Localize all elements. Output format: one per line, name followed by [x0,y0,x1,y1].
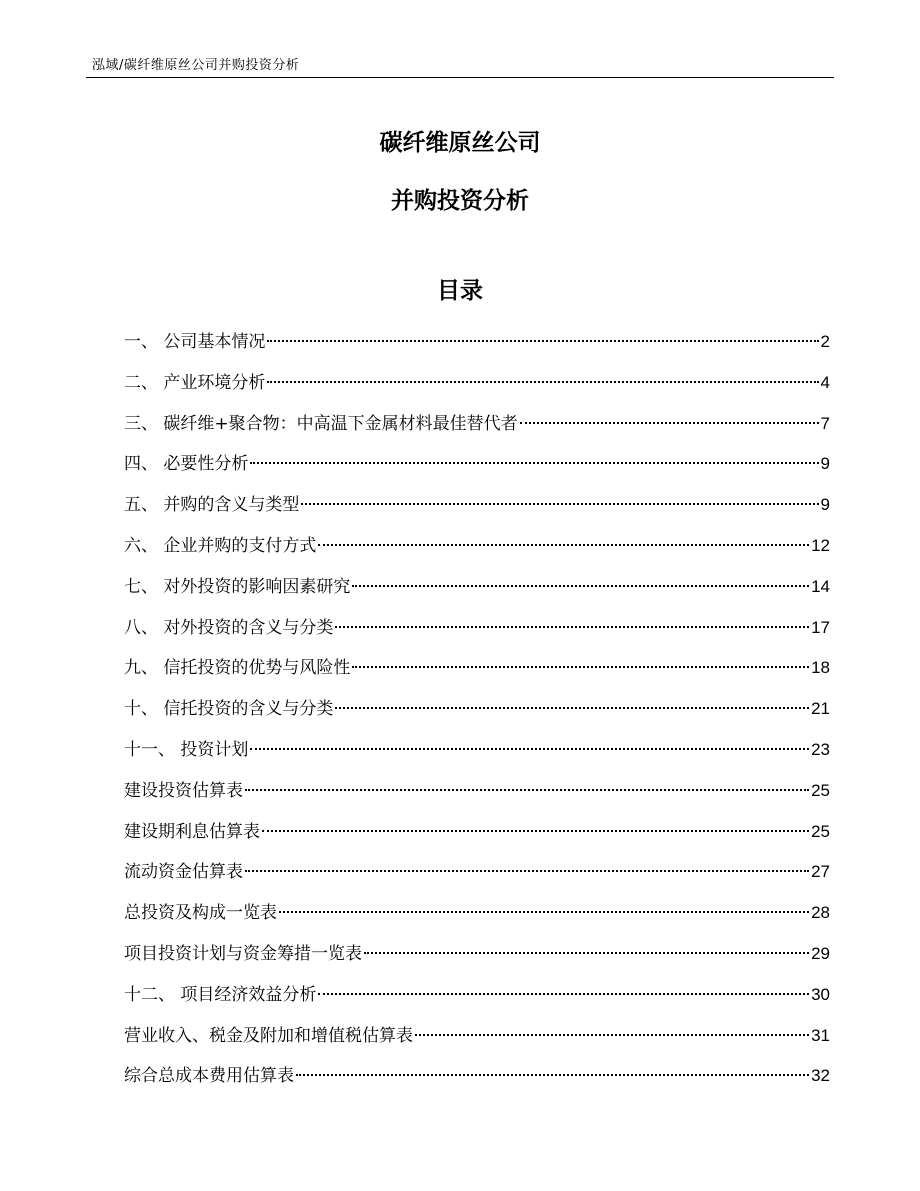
toc-entry-page: 14 [811,576,830,596]
toc-entry[interactable] [124,363,830,404]
document-title-line1: 碳纤维原丝公司 [379,130,541,156]
toc-entry-label: 八、 对外投资的含义与分类 [124,617,334,638]
toc-entry[interactable] [124,893,830,934]
toc-entry-page: 30 [811,984,830,1004]
toc-entry[interactable] [124,1056,830,1097]
toc-leader-dots [245,870,809,872]
toc-entry[interactable] [124,689,830,730]
toc-entry-page: 4 [820,372,830,392]
toc-leader-dots [267,381,818,383]
toc-entry-label: 二、 产业环境分析 [124,372,266,393]
document-title-line2: 并购投资分析 [391,188,529,214]
toc-leader-dots [352,585,809,587]
toc-entry-page: 12 [811,535,830,555]
toc-entry-label: 十二、 项目经济效益分析 [124,984,317,1005]
toc-entry[interactable] [124,404,830,445]
toc-entry-label: 综合总成本费用估算表 [124,1066,294,1087]
toc-entry-page: 21 [811,699,830,719]
toc-leader-dots [250,462,818,464]
toc-entry-page: 27 [811,862,830,882]
toc-entry-page: 9 [820,495,830,515]
toc-entry-page: 29 [811,943,830,963]
toc-entry[interactable] [124,730,830,771]
toc-entry-page: 23 [811,739,830,759]
toc-entry-label: 总投资及构成一览表 [124,903,277,924]
toc-entry-page: 32 [811,1066,830,1086]
toc-entry-page: 9 [820,454,830,474]
toc-leader-dots [364,952,809,954]
toc-entry-label: 建设期利息估算表 [124,821,260,842]
toc-entry-page: 28 [811,903,830,923]
toc-entry-page: 7 [820,413,830,433]
toc-entry-label: 营业收入、税金及附加和增值税估算表 [124,1025,413,1046]
toc-entry[interactable] [124,771,830,812]
toc-leader-dots [318,544,809,546]
toc-entry[interactable] [124,444,830,485]
toc-leader-dots [335,707,809,709]
toc-entry[interactable] [124,648,830,689]
toc-leader-dots [352,666,809,668]
toc-entry-label: 九、 信托投资的优势与风险性 [124,658,351,679]
toc-entry-label: 六、 企业并购的支付方式 [124,535,317,556]
toc-leader-dots [262,830,809,832]
toc-entry[interactable] [124,812,830,853]
toc-entry[interactable] [124,1016,830,1057]
toc-leader-dots [415,1034,809,1036]
toc-entry-page: 2 [820,332,830,351]
toc-entry-label: 十一、 投资计划 [124,739,249,760]
toc-entry-label: 一、 公司基本情况 [124,332,266,352]
toc-entry[interactable] [124,975,830,1016]
toc-entry[interactable] [124,526,830,567]
toc-entry-page: 18 [811,658,830,678]
toc-entry-label: 项目投资计划与资金筹措一览表 [124,943,362,964]
toc-entry-page: 17 [811,617,830,637]
toc-entry[interactable] [124,934,830,975]
toc-leader-dots [318,993,809,995]
header-rule [86,77,834,78]
toc-leader-dots [245,789,809,791]
toc-entry[interactable] [124,322,830,363]
toc-leader-dots [335,626,809,628]
toc-entry-page: 25 [811,821,830,841]
toc-entry[interactable] [124,608,830,649]
toc-entry-page: 25 [811,780,830,800]
toc-entry-label: 流动资金估算表 [124,862,243,883]
toc-leader-dots [250,748,809,750]
toc-entry-label: 三、 碳纤维+聚合物：中高温下金属材料最佳替代者 [124,413,518,434]
toc-entry-label: 十、 信托投资的含义与分类 [124,699,334,720]
toc-leader-dots [267,340,818,342]
toc-leader-dots [296,1074,809,1076]
toc-leader-dots [301,503,818,505]
toc-heading: 目录 [437,278,483,304]
toc-leader-dots [279,911,809,913]
toc-entry-label: 七、 对外投资的影响因素研究 [124,576,351,597]
toc-entry-label: 建设投资估算表 [124,780,243,801]
table-of-contents [124,322,830,1097]
toc-entry-label: 五、 并购的含义与类型 [124,495,300,516]
toc-entry[interactable] [124,852,830,893]
toc-leader-dots [520,422,819,424]
toc-entry[interactable] [124,567,830,608]
toc-entry[interactable] [124,485,830,526]
running-header: 泓域/碳纤维原丝公司并购投资分析 [92,58,300,73]
toc-entry-label: 四、 必要性分析 [124,454,249,475]
toc-entry-page: 31 [811,1025,830,1045]
